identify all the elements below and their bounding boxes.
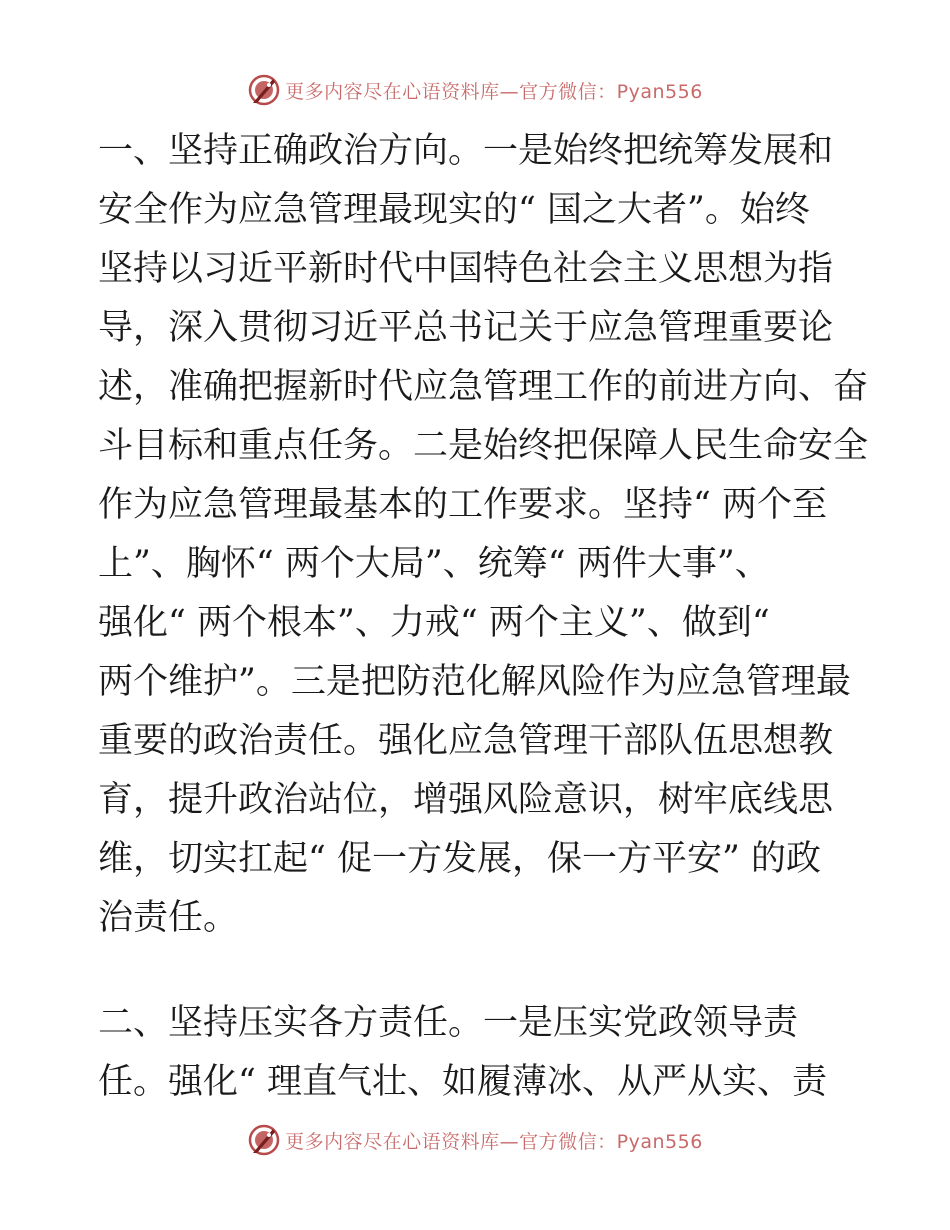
paragraph-line: 一、坚持正确政治方向。一是始终把统筹发展和 bbox=[98, 131, 834, 171]
paragraph-line: 坚持以习近平新时代中国特色社会主义思想为指 bbox=[98, 249, 834, 289]
paragraph-line: 述，准确把握新时代应急管理工作的前进方向、奋 bbox=[98, 367, 869, 407]
paragraph-line: 上”、胸怀“ 两个大局”、统筹“ 两件大事”、 bbox=[98, 544, 770, 584]
watermark-text: 更多内容尽在心语资料库—官方微信：Pyan556 bbox=[285, 80, 703, 103]
paragraph-line: 导，深入贯彻习近平总书记关于应急管理重要论 bbox=[98, 308, 834, 348]
paragraph-line: 育，提升政治站位，增强风险意识，树牢底线思 bbox=[98, 780, 834, 820]
watermark-banner-top bbox=[0, 70, 950, 110]
paragraph-gap bbox=[98, 948, 858, 994]
paragraph-line: 两个维护”。三是把防范化解风险作为应急管理最 bbox=[98, 662, 851, 702]
document-body bbox=[98, 122, 869, 1112]
paragraph-line: 任。强化“ 理直气壮、如履薄冰、从严从实、责 bbox=[98, 1062, 828, 1102]
paragraph-line: 安全作为应急管理最现实的“ 国之大者”。始终 bbox=[98, 190, 810, 230]
quill-logo-icon bbox=[247, 1123, 281, 1157]
quill-logo-icon bbox=[247, 73, 281, 107]
section-1 bbox=[98, 122, 869, 948]
paragraph-line: 二、坚持压实各方责任。一是压实党政领导责 bbox=[98, 1003, 799, 1043]
watermark-banner-bottom bbox=[0, 1120, 950, 1160]
paragraph-line: 作为应急管理最基本的工作要求。坚持“ 两个至 bbox=[98, 485, 828, 525]
watermark-text: 更多内容尽在心语资料库—官方微信：Pyan556 bbox=[285, 1130, 703, 1153]
paragraph-line: 重要的政治责任。强化应急管理干部队伍思想教 bbox=[98, 721, 834, 761]
paragraph-line: 治责任。 bbox=[98, 898, 239, 938]
paragraph-line: 强化“ 两个根本”、力戒“ 两个主义”、做到“ bbox=[98, 603, 770, 643]
paragraph-line: 维，切实扛起“ 促一方发展，保一方平安” 的政 bbox=[98, 839, 822, 879]
paragraph-line: 斗目标和重点任务。二是始终把保障人民生命安全 bbox=[98, 426, 869, 466]
section-2 bbox=[98, 994, 858, 1112]
